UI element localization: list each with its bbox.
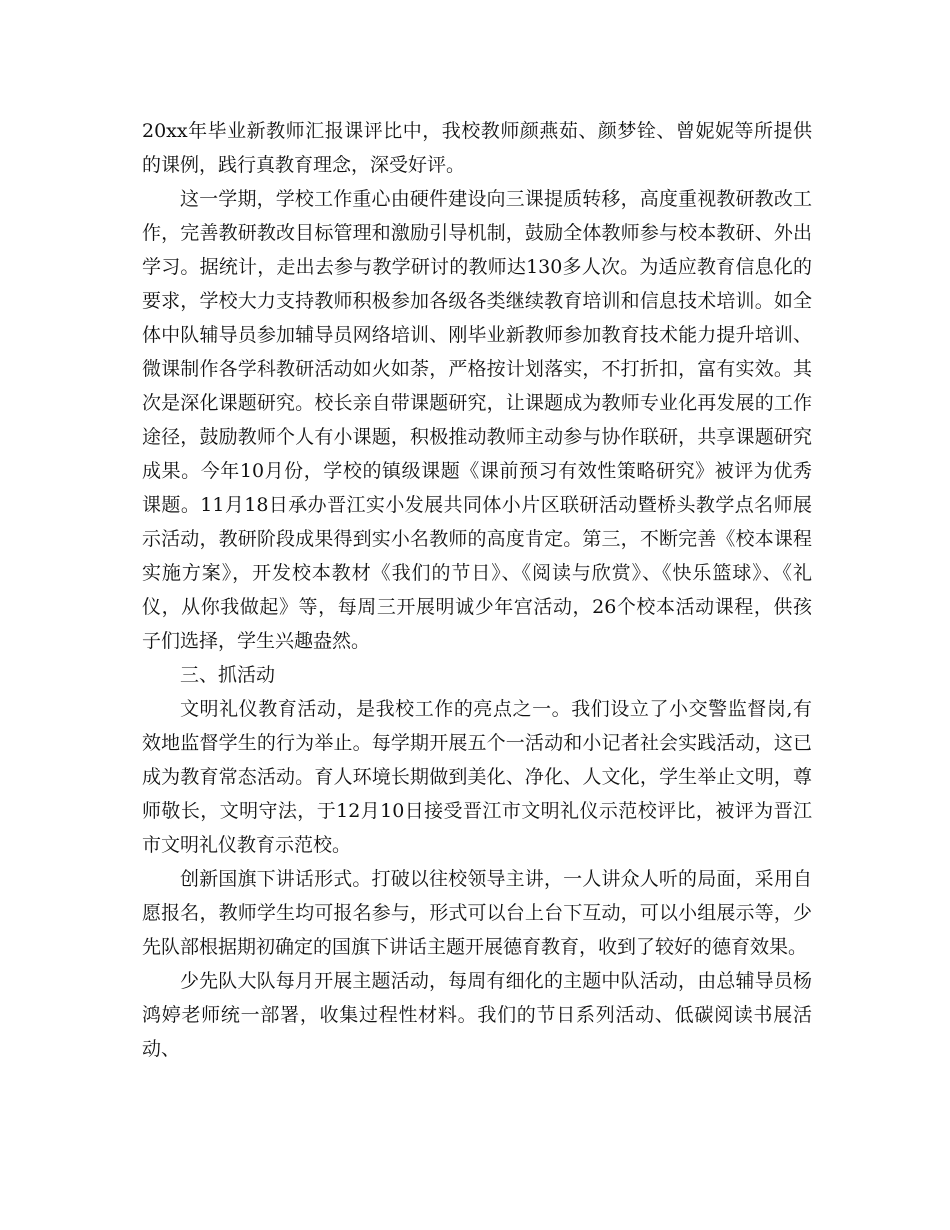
paragraph-4: 创新国旗下讲话形式。打破以往校领导主讲，一人讲众人听的局面，采用自愿报名，教师学生均可报名参与，形式可以台上台下互动，可以小组展示等，少先队部根据期初确定的国旗下讲话主题开展德育教育，收到了较好的德育效果。	[142, 868, 812, 958]
paragraph-2: 这一学期，学校工作重心由硬件建设向三课提质转移，高度重视教研教改工作，完善教研教改目标管理和激励引导机制，鼓励全体教师参与校本教研、外出学习。据统计，走出去参与教学研讨的教师达130多人次。为适应教育信息化的要求，学校大力支持教师积极参加各级各类继续教育培训和信息技术培训。如全体中队辅导员参加辅导员网络培训、刚毕业新教师参加教育技术能力提升培训、微课制作各学科教研活动如火如荼，严格按计划落实，不打折扣，富有实效。其次是深化课题研究。校长亲自带课题研究，让课题成为教师专业化再发展的工作途径，鼓励教师个人有小课题，积极推动教师主动参与协作联研，共享课题研究成果。今年10月份，学校的镇级课题《课前预习有效性策略研究》被评为优秀课题。11月18日承办晋江实小发展共同体小片区联研活动暨桥头教学点名师展示活动，教研阶段成果得到实小名教师的高度肯定。第三，不断完善《校本课程实施方案》，开发校本教材《我们的节日》、《阅读与欣赏》、《快乐篮球》、《礼仪，从你我做起》等，每周三开展明诚少年宫活动，26个校本活动课程，供孩子们选择，学生兴趣盎然。	[142, 188, 812, 652]
paragraph-1: 20xx年毕业新教师汇报课评比中，我校教师颜燕茹、颜梦铨、曾妮妮等所提供的课例，践行真教育理念，深受好评。	[142, 120, 812, 176]
document-body	[142, 114, 812, 1066]
paragraph-3: 文明礼仪教育活动，是我校工作的亮点之一。我们设立了小交警监督岗,有效地监督学生的行为举止。每学期开展五个一活动和小记者社会实践活动，这已成为教育常态活动。育人环境长期做到美化、净化、人文化，学生举止文明，尊师敬长，文明守法，于12月10日接受晋江市文明礼仪示范校评比，被评为晋江市文明礼仪教育示范校。	[142, 698, 812, 856]
section-heading: 三、抓活动	[180, 664, 276, 686]
paragraph-5: 少先队大队每月开展主题活动，每周有细化的主题中队活动，由总辅导员杨鸿婷老师统一部署，收集过程性材料。我们的节日系列活动、低碳阅读书展活动、	[142, 970, 812, 1060]
